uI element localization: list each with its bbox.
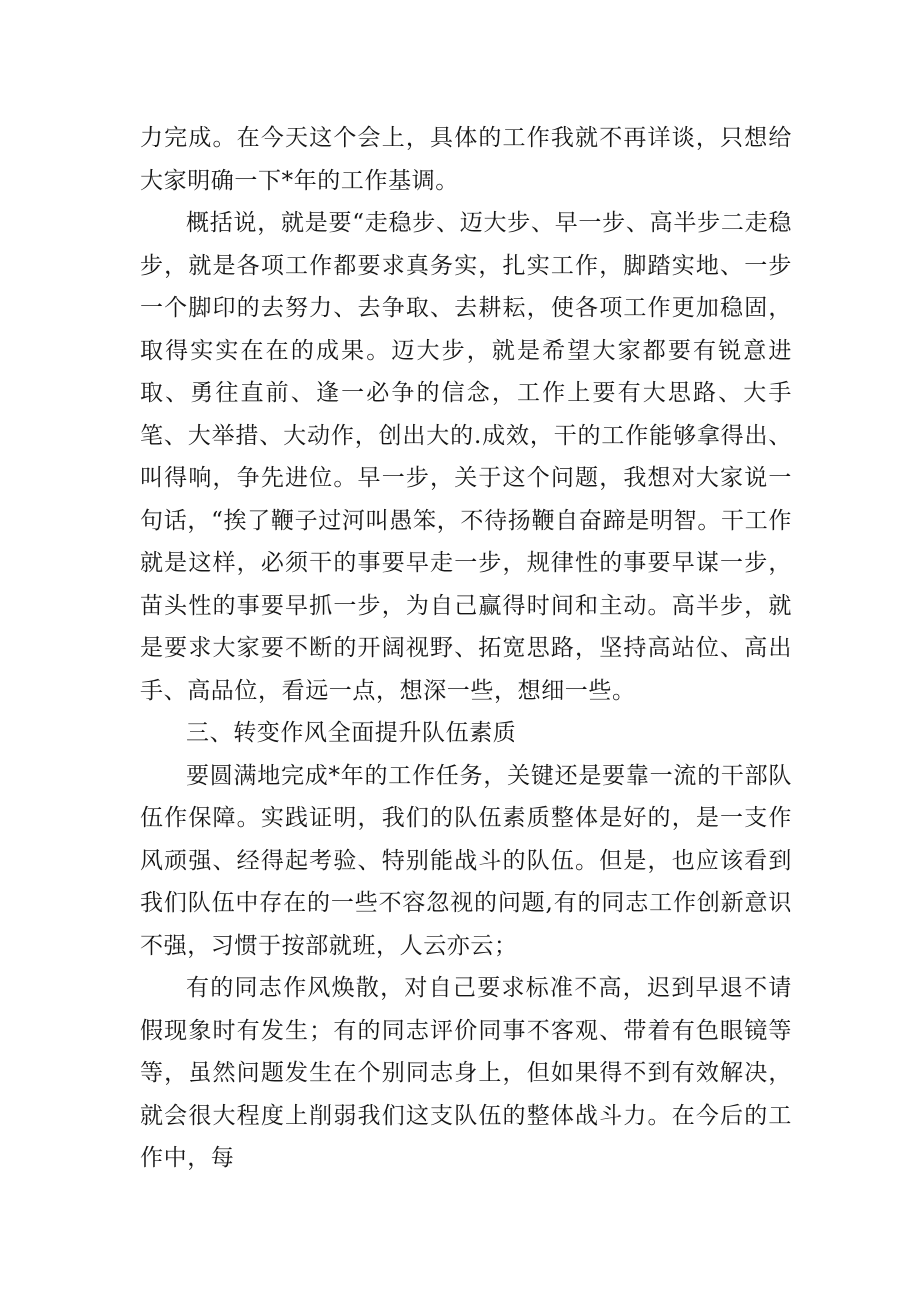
paragraph-work-tone: 概括说，就是要“走稳步、迈大步、早一步、高半步二走稳步，就是各项工作都要求真务实，扎实工作，脚踏实地、一步一个脚印的去努力、去争取、去耕耘，使各项工作更加稳固，取得实实在在的成果。迈大步，就是希望大家都要有锐意进取、勇往直前、逢一必争的信念，工作上要有大思路、大手笔、大举措、大动作，创出大的.成效，干的工作能够拿得出、叫得响，争先进位。早一步，关于这个问题，我想对大家说一句话，“挨了鞭子过河叫愚笨，不待扬鞭自奋蹄是明智。干工作就是这样，必须干的事要早走一步，规律性的事要早谋一步，苗头性的事要早抓一步，为自己赢得时间和主动。高半步，就是要求大家要不断的开阔视野、拓宽思路，坚持高站位、高出手、高品位，看远一点，想深一些，想细一些。 — [140, 210, 792, 704]
document-body — [140, 117, 792, 1180]
paragraph-work-style: 有的同志作风焕散，对自己要求标准不高，迟到早退不请假现象时有发生；有的同志评价同事不客观、带着有色眼镜等等，虽然问题发生在个别同志身上，但如果得不到有效解决，就会很大程度上削弱我们这支队伍的整体战斗力。在今后的工作中，每 — [140, 975, 792, 1171]
section-heading: 三、转变作风全面提升队伍素质 — [186, 720, 517, 746]
paragraph-continuation: 力完成。在今天这个会上，具体的工作我就不再详谈，只想给大家明确一下*年的工作基调。 — [140, 125, 792, 194]
paragraph-team-quality: 要圆满地完成*年的工作任务，关键还是要靠一流的干部队伍作保障。实践证明，我们的队伍素质整体是好的，是一支作风顽强、经得起考验、特别能战斗的队伍。但是，也应该看到我们队伍中存在的一些不容忽视的问题,有的同志工作创新意识不强，习惯于按部就班，人云亦云； — [140, 762, 792, 959]
